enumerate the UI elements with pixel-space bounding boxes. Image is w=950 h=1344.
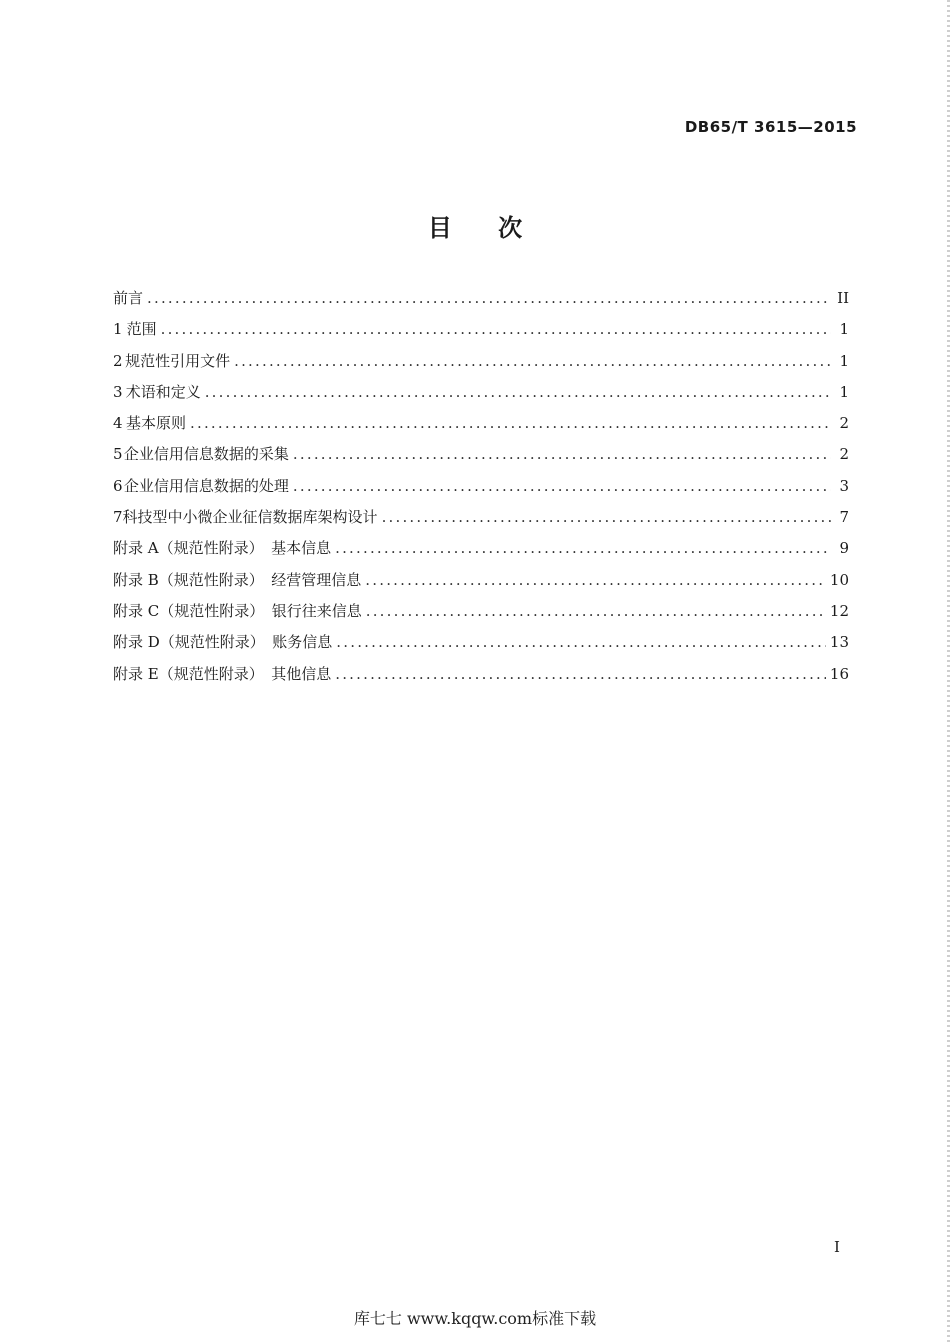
toc-entry-page: 2 — [839, 414, 849, 433]
toc-entry-label: 附录 C（规范性附录） 银行往来信息 — [113, 601, 362, 620]
toc-title: 目 次 — [427, 214, 523, 242]
toc-entry-appendix-d[interactable] — [113, 631, 849, 662]
toc-entry-page: 1 — [839, 351, 849, 370]
toc-entry-foreword[interactable] — [113, 287, 849, 318]
toc-entry-page: 13 — [829, 633, 849, 652]
toc-entry-number: 6 — [113, 476, 123, 495]
toc-entry-page: 3 — [839, 476, 849, 495]
watermark-text: 库七七 www.kqqw.com标准下载 — [353, 1309, 597, 1328]
toc-entry-normative-references[interactable] — [113, 350, 849, 381]
toc-entry-label: 企业信用信息数据的处理 — [123, 476, 289, 495]
toc-entry-page: II — [837, 289, 849, 307]
toc-entry-page: 1 — [839, 382, 849, 401]
toc-entry-page: 2 — [839, 445, 849, 464]
toc-entry-number: 7 — [113, 508, 123, 527]
page-number: I — [834, 1238, 840, 1256]
toc-leader-dots — [365, 571, 826, 589]
toc-entry-appendix-c[interactable] — [113, 600, 849, 631]
toc-entry-label: 基本原则 — [126, 414, 187, 433]
toc-leader-dots — [161, 320, 831, 338]
table-of-contents — [113, 287, 849, 694]
toc-entry-label: 术语和定义 — [125, 382, 201, 401]
toc-entry-label: 附录 B（规范性附录） 经营管理信息 — [113, 570, 362, 589]
toc-entry-scope[interactable] — [113, 318, 849, 349]
toc-leader-dots — [366, 602, 826, 620]
toc-entry-label: 企业信用信息数据的采集 — [123, 445, 289, 464]
toc-entry-appendix-a[interactable] — [113, 537, 849, 568]
toc-entry-page: 1 — [839, 320, 849, 339]
toc-entry-label: 附录 E（规范性附录） 其他信息 — [113, 664, 332, 683]
standard-code: DB65/T 3615—2015 — [684, 118, 857, 136]
toc-entry-basic-principles[interactable] — [113, 412, 849, 443]
toc-entry-number: 4 — [113, 414, 123, 433]
toc-entry-label: 科技型中小微企业征信数据库架构设计 — [122, 508, 378, 527]
toc-entry-appendix-b[interactable] — [113, 569, 849, 600]
toc-entry-data-collection[interactable] — [113, 443, 849, 474]
toc-leader-dots — [335, 539, 831, 557]
toc-leader-dots — [382, 508, 831, 526]
toc-leader-dots — [336, 633, 826, 651]
toc-entry-page: 10 — [829, 570, 849, 589]
toc-entry-label: 前言 — [113, 289, 144, 307]
toc-leader-dots — [147, 289, 831, 307]
toc-leader-dots — [335, 665, 826, 683]
toc-entry-number: 3 — [113, 382, 123, 401]
toc-entry-page: 12 — [829, 601, 849, 620]
toc-entry-page: 9 — [839, 539, 849, 558]
toc-entry-page: 7 — [839, 508, 849, 527]
toc-entry-database-architecture[interactable] — [113, 506, 849, 537]
toc-entry-appendix-e[interactable] — [113, 663, 849, 694]
toc-entry-label: 附录 D（规范性附录） 账务信息 — [113, 633, 333, 652]
toc-entry-number: 5 — [113, 445, 123, 464]
toc-leader-dots — [234, 352, 831, 370]
toc-entry-label: 范围 — [126, 320, 157, 339]
toc-entry-number: 1 — [113, 320, 123, 339]
toc-entry-label: 附录 A（规范性附录） 基本信息 — [113, 539, 332, 558]
toc-entry-page: 16 — [829, 664, 849, 683]
toc-leader-dots — [293, 445, 831, 463]
toc-entry-number: 2 — [113, 351, 123, 370]
toc-leader-dots — [293, 477, 831, 495]
toc-entry-terms-definitions[interactable] — [113, 381, 849, 412]
toc-entry-data-processing[interactable] — [113, 475, 849, 506]
toc-entry-label: 规范性引用文件 — [125, 351, 231, 370]
toc-leader-dots — [190, 414, 831, 432]
toc-leader-dots — [205, 383, 831, 401]
